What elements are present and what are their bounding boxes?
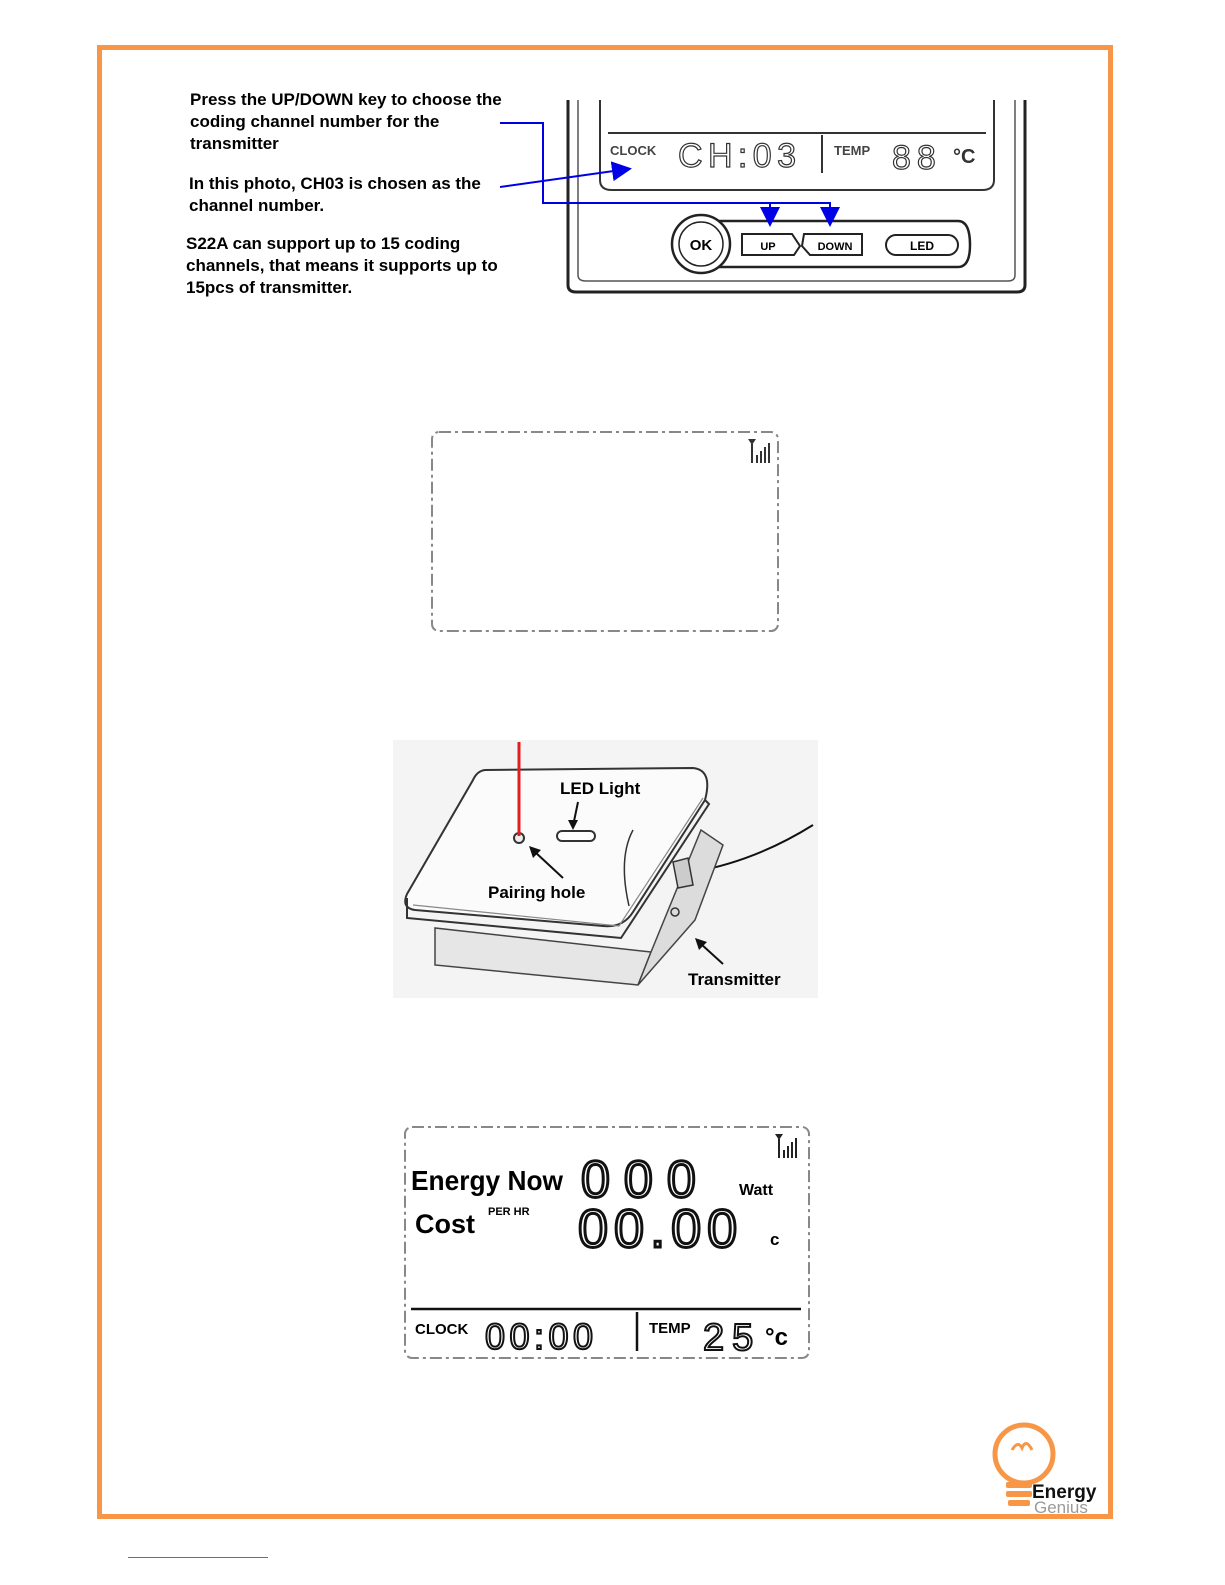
energy-now-label: Energy Now bbox=[411, 1165, 564, 1196]
instruction-ch03-chosen: In this photo, CH03 is chosen as the channel number. bbox=[189, 174, 481, 215]
temp-value: 25 bbox=[703, 1317, 762, 1359]
led-light bbox=[557, 831, 595, 841]
temp-unit: °c bbox=[765, 1324, 788, 1351]
logo-energy-text: Energy bbox=[1032, 1482, 1097, 1503]
lcd-clock-label: CLOCK bbox=[415, 1321, 469, 1338]
energy-genius-logo bbox=[990, 1422, 1108, 1516]
device-clock-label: CLOCK bbox=[610, 143, 657, 158]
down-button-label: DOWN bbox=[817, 241, 853, 253]
device-temp-label: TEMP bbox=[834, 143, 871, 158]
instruction-15-channels: S22A can support up to 15 coding channels, that means it supports up to 15pcs of transmitter. bbox=[186, 234, 498, 297]
pairing-hole-label: Pairing hole bbox=[488, 883, 586, 902]
led-button-label: LED bbox=[910, 239, 934, 253]
cost-value: 00.00 bbox=[578, 1199, 744, 1259]
cost-per-hr-label: PER HR bbox=[488, 1206, 530, 1218]
signal-icon bbox=[775, 1134, 797, 1158]
logo-genius-text: Genius bbox=[1034, 1498, 1088, 1516]
lcd-temp-label: TEMP bbox=[649, 1320, 691, 1337]
clock-value: 00:00 bbox=[485, 1316, 593, 1357]
cost-label: Cost bbox=[415, 1209, 475, 1239]
energy-value: 000 bbox=[581, 1151, 710, 1209]
transmitter-label: Transmitter bbox=[688, 970, 781, 989]
device-channel-display: CH:03 bbox=[678, 137, 796, 175]
transmitter-illustration bbox=[393, 740, 818, 998]
signal-icon bbox=[748, 439, 770, 463]
ok-button-label: OK bbox=[689, 237, 713, 254]
device-temp-display: 88 bbox=[892, 139, 942, 177]
footer-rule bbox=[128, 1557, 268, 1558]
led-light-label: LED Light bbox=[560, 779, 641, 798]
blank-lcd-screen bbox=[430, 430, 780, 634]
device-temp-unit: °C bbox=[953, 146, 976, 168]
instruction-choose-channel: Press the UP/DOWN key to choose the coding channel number for the transmitter bbox=[190, 90, 502, 153]
energy-lcd-screen bbox=[403, 1125, 811, 1361]
up-button-label: UP bbox=[760, 241, 776, 253]
energy-unit: Watt bbox=[739, 1182, 774, 1199]
cost-unit: c bbox=[770, 1230, 780, 1249]
arrow-to-channel bbox=[500, 169, 628, 187]
monitor-front-illustration bbox=[500, 95, 1040, 300]
